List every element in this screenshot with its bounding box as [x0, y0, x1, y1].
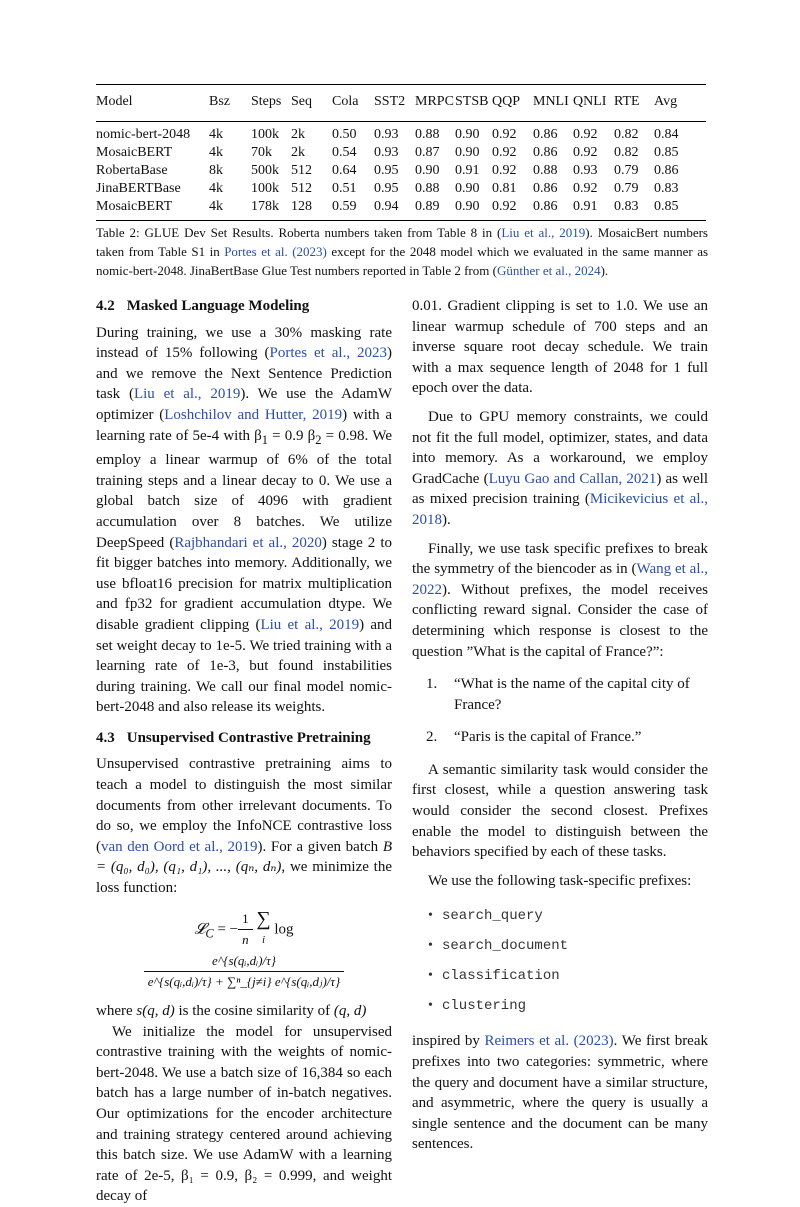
col-header-mnli: MNLI — [533, 94, 569, 109]
list-item — [412, 674, 708, 715]
col-header-mrpc: MRPC — [415, 94, 454, 109]
text: ) and we remove the Next Sentence Prediction task ( — [96, 345, 392, 403]
loss-formula — [96, 909, 392, 993]
col-header-model: Model — [96, 94, 133, 109]
text: Due to GPU memory constraints, we could not fit the full model, optimizer, states, and data into memory. As a workaround, we employ GradCache ( — [412, 408, 708, 487]
cell-mnli: 0.86 — [533, 127, 558, 142]
bullet-icon: • — [428, 908, 433, 924]
cell-rte: 0.83 — [614, 199, 639, 214]
example-list — [412, 674, 708, 748]
fraction-denominator: n — [242, 932, 249, 948]
table-row — [96, 198, 706, 221]
citation-link[interactable]: Liu et al., 2019 — [260, 616, 360, 633]
cell-model: nomic-bert-2048 — [96, 127, 191, 142]
text: inspired by — [412, 1033, 485, 1050]
sum-index: i — [261, 933, 266, 946]
text: ). — [442, 511, 451, 528]
cell-mrpc: 0.90 — [415, 163, 440, 178]
cell-mrpc: 0.89 — [415, 199, 440, 214]
list-item — [412, 991, 708, 1021]
col-header-bsz: Bsz — [209, 94, 230, 109]
cell-mrpc: 0.88 — [415, 127, 440, 142]
paragraph: We use the following task-specific prefixes: — [428, 872, 692, 889]
text: ). We use the AdamW optimizer ( — [96, 386, 392, 423]
list-item — [412, 961, 708, 991]
cell-mrpc: 0.87 — [415, 145, 440, 160]
citation-link[interactable]: Luyu Gao and Callan, 2021 — [488, 470, 657, 487]
cell-avg: 0.86 — [654, 163, 679, 178]
cell-qnli: 0.92 — [573, 181, 598, 196]
cell-stsb: 0.90 — [455, 145, 480, 160]
cell-avg: 0.83 — [654, 181, 679, 196]
citation-link[interactable]: Reimers et al. (2023) — [484, 1033, 614, 1050]
cell-sst2: 0.95 — [374, 181, 399, 196]
cell-qnli: 0.92 — [573, 127, 598, 142]
list-marker: 1. — [426, 676, 438, 693]
cell-qnli: 0.92 — [573, 145, 598, 160]
cell-cola: 0.54 — [332, 145, 357, 160]
cell-qqp: 0.92 — [492, 127, 517, 142]
citation-link[interactable]: van den Oord et al., 2019 — [101, 838, 258, 855]
text: ). Without prefixes, the model receives conflicting reward signal. Consider the case of determining which response is closest to the question ”What is the capital of France?”: — [412, 581, 708, 660]
cell-qqp: 0.92 — [492, 199, 517, 214]
caption-text: except for the 2048 model which we evaluated in the same manner as nomic-bert-2048. JinaBertBase Glue Test numbers reported in Table 2 from ( — [96, 244, 709, 278]
log-operator: log — [270, 921, 294, 938]
list-item — [412, 901, 708, 931]
cell-bsz: 4k — [209, 199, 223, 214]
subscript: 1 — [261, 432, 269, 447]
cell-qqp: 0.92 — [492, 145, 517, 160]
formula-equals: = − — [213, 921, 239, 938]
paragraph — [96, 1001, 392, 1022]
citation-link[interactable]: Portes et al. (2023) — [224, 244, 327, 259]
citation-link[interactable]: Liu et al., 2019 — [133, 386, 241, 403]
caption-text: Table 2: GLUE Dev Set Results. Roberta numbers taken from Table 8 in ( — [96, 225, 502, 240]
section-heading-4-3 — [96, 728, 392, 749]
table-caption — [96, 223, 708, 280]
prefix-list — [412, 901, 708, 1021]
paragraph — [96, 323, 392, 718]
text: = 0.9 β — [268, 427, 316, 444]
bullet-icon: • — [428, 968, 433, 984]
cell-rte: 0.82 — [614, 145, 639, 160]
col-header-sst2: SST2 — [374, 94, 406, 109]
formula-fraction — [238, 909, 253, 951]
right-column — [412, 296, 708, 1155]
cell-steps: 70k — [251, 145, 272, 160]
section-number: 4.2 — [96, 298, 115, 314]
cell-mnli: 0.86 — [533, 199, 558, 214]
citation-link[interactable]: Rajbhandari et al., 2020 — [174, 534, 322, 551]
prefix-code: clustering — [442, 998, 527, 1015]
list-item-text: “What is the name of the capital city of France? — [454, 676, 690, 713]
table-row — [96, 162, 706, 180]
paragraph: 0.01. Gradient clipping is set to 1.0. We use an linear warmup schedule of 700 steps and an inverse square root decay schedule. We train with a max sequence length of 2048 for 1 full epoch over the data. — [412, 298, 708, 397]
subscript: 2 — [315, 432, 322, 447]
section-number: 4.3 — [96, 729, 115, 746]
cell-stsb: 0.90 — [455, 199, 480, 214]
cell-seq: 512 — [291, 181, 312, 196]
paragraph — [412, 1031, 708, 1155]
cell-seq: 2k — [291, 127, 305, 142]
paragraph — [412, 407, 708, 531]
text: , we minimize the loss function: — [96, 859, 392, 897]
prefix-code: classification — [442, 968, 560, 985]
text: is the cosine similarity of — [174, 1003, 334, 1019]
paragraph: A semantic similarity task would consider the first closest, while a question answering task would consider the second closest. Prefixes enable the model to distinguish between the behaviors specified by each of these tasks. — [412, 761, 708, 861]
cell-steps: 100k — [251, 181, 279, 196]
cell-seq: 512 — [291, 163, 312, 178]
citation-link[interactable]: Wang et al., 2022 — [412, 561, 708, 598]
col-header-cola: Cola — [332, 94, 359, 109]
citation-link[interactable]: Portes et al., 2023 — [269, 345, 387, 362]
math-inline: (q, d) — [333, 1003, 367, 1019]
text: . We first break prefixes into two categories: symmetric, where the query and document have a similar structure, and asymmetric, where the query is usually a single sentence and the document can be many sentences. — [412, 1033, 709, 1153]
cell-sst2: 0.94 — [374, 199, 399, 214]
list-item-text: “Paris is the capital of France.” — [454, 729, 642, 746]
cell-seq: 2k — [291, 145, 305, 160]
text: ) stage 2 to fit bigger batches into memory. Additionally, we use bfloat16 precision for matrix multiplication and fp32 for gradient accumulation dtype. We disable gradient clipping ( — [96, 534, 392, 633]
cell-steps: 100k — [251, 127, 279, 142]
cell-avg: 0.85 — [654, 145, 679, 160]
col-header-seq: Seq — [291, 94, 312, 109]
citation-link[interactable]: Günther et al., 2024 — [496, 263, 601, 278]
cell-seq: 128 — [291, 199, 312, 214]
cell-avg: 0.84 — [654, 127, 679, 142]
fraction-numerator: 1 — [238, 909, 253, 931]
table-header-row — [96, 85, 706, 122]
cell-bsz: 4k — [209, 127, 223, 142]
citation-link[interactable]: Liu et al., 2019 — [501, 225, 586, 240]
cell-model: MosaicBERT — [96, 199, 173, 214]
cell-cola: 0.64 — [332, 163, 357, 178]
section-title: Masked Language Modeling — [126, 298, 310, 314]
cell-qqp: 0.81 — [492, 181, 517, 196]
col-header-stsb: STSB — [455, 94, 489, 109]
cell-model: RobertaBase — [96, 163, 168, 178]
cell-cola: 0.59 — [332, 199, 357, 214]
list-item — [412, 727, 708, 748]
section-heading-4-2 — [96, 296, 392, 317]
prefix-code: search_document — [442, 938, 569, 955]
citation-link[interactable]: Loshchilov and Hutter, 2019 — [164, 406, 343, 423]
cell-model: JinaBERTBase — [96, 181, 181, 196]
sum-symbol: ∑ — [256, 908, 271, 931]
text: Finally, we use task specific prefixes to break the symmetry of the biencoder as in ( — [412, 540, 708, 578]
col-header-steps: Steps — [251, 94, 282, 109]
col-header-avg: Avg — [654, 94, 678, 109]
cell-model: MosaicBERT — [96, 145, 173, 160]
table-row — [96, 122, 706, 145]
col-header-rte: RTE — [614, 94, 640, 109]
caption-text: ). MosaicBert numbers taken from Table S1 in — [96, 225, 708, 259]
left-column — [96, 296, 392, 1207]
paragraph: We initialize the model for unsupervised contrastive training with the weights of nomic-bert-2048. We use a batch size of 16,384 so each batch has a large number of in-batch negatives. Our optimizations for the encoder architecture and training strategy centered around achieving this batch size. We use AdamW with a learning rate of 2e-5, β₁ = 0.9, β₂ = 0.999, and weight decay of — [96, 1023, 392, 1205]
math-inline: s(q, d) — [136, 1003, 175, 1019]
text: ) with a learning rate of 5e-4 with β — [96, 406, 392, 444]
cell-stsb: 0.91 — [455, 163, 480, 178]
list-item — [412, 931, 708, 961]
cell-sst2: 0.93 — [374, 145, 399, 160]
text: Unsupervised contrastive pretraining aims to teach a model to distinguish the most similar documents from other irrelevant documents. To do so, we employ the InfoNCE contrastive loss ( — [96, 756, 392, 855]
cell-cola: 0.50 — [332, 127, 357, 142]
cell-steps: 500k — [251, 163, 279, 178]
col-header-qqp: QQP — [492, 94, 521, 109]
cell-avg: 0.85 — [654, 199, 679, 214]
cell-rte: 0.79 — [614, 163, 639, 178]
prefix-code: search_query — [442, 908, 543, 925]
main-numerator: e^{s(qᵢ,dᵢ)/τ} — [144, 951, 345, 973]
formula-lhs: 𝓛 — [194, 921, 206, 938]
text: ) and set weight decay to 1e-5. We tried training with a learning rate of 1e-3, but found instabilities during training. We call our final model nomic-bert-2048 and also release its weights. — [96, 616, 393, 716]
cell-sst2: 0.93 — [374, 127, 399, 142]
text: ) as well as mixed precision training ( — [412, 470, 708, 508]
cell-rte: 0.82 — [614, 127, 639, 142]
cell-mnli: 0.88 — [533, 163, 558, 178]
formula-sum — [256, 909, 270, 950]
cell-mnli: 0.86 — [533, 145, 558, 160]
main-denominator: e^{s(qᵢ,dᵢ)/τ} + ∑ⁿ_{j≠i} e^{s(qᵢ,dⱼ)/τ} — [147, 974, 341, 990]
text: = 0.98. We employ a linear warmup of 6% of the total training steps and a linear decay to 0. We use a global batch size of 4096 with gradient accumulation over 8 batches. We utilize DeepSpeed ( — [96, 427, 393, 551]
cell-mrpc: 0.88 — [415, 181, 440, 196]
cell-qnli: 0.91 — [573, 199, 598, 214]
cell-cola: 0.51 — [332, 181, 357, 196]
cell-stsb: 0.90 — [455, 127, 480, 142]
cell-stsb: 0.90 — [455, 181, 480, 196]
col-header-qnli: QNLI — [573, 94, 607, 109]
paragraph — [412, 539, 708, 663]
cell-rte: 0.79 — [614, 181, 639, 196]
cell-steps: 178k — [251, 199, 279, 214]
paragraph — [96, 754, 392, 898]
cell-qqp: 0.92 — [492, 163, 517, 178]
cell-bsz: 4k — [209, 181, 223, 196]
cell-qnli: 0.93 — [573, 163, 598, 178]
math-inline: B = (q₀, d₀), (q₁, d₁), ..., (qₙ, dₙ) — [96, 838, 392, 876]
formula-lhs-subscript: C — [205, 926, 214, 941]
table-row — [96, 144, 706, 162]
cell-mnli: 0.86 — [533, 181, 558, 196]
cell-sst2: 0.95 — [374, 163, 399, 178]
cell-bsz: 8k — [209, 163, 223, 178]
formula-main-fraction — [144, 951, 345, 993]
bullet-icon: • — [428, 998, 433, 1014]
table-row — [96, 180, 706, 198]
bullet-icon: • — [428, 938, 433, 954]
cell-bsz: 4k — [209, 145, 223, 160]
citation-link[interactable]: Micikevicius et al., 2018 — [412, 491, 709, 528]
list-marker: 2. — [426, 729, 438, 746]
text: During training, we use a 30% masking rate instead of 15% following ( — [96, 324, 392, 362]
text: ). For a given batch — [257, 838, 383, 855]
text: where — [96, 1003, 137, 1019]
section-title: Unsupervised Contrastive Pretraining — [126, 729, 371, 746]
glue-results-table — [96, 84, 706, 221]
caption-text: ). — [600, 263, 609, 278]
